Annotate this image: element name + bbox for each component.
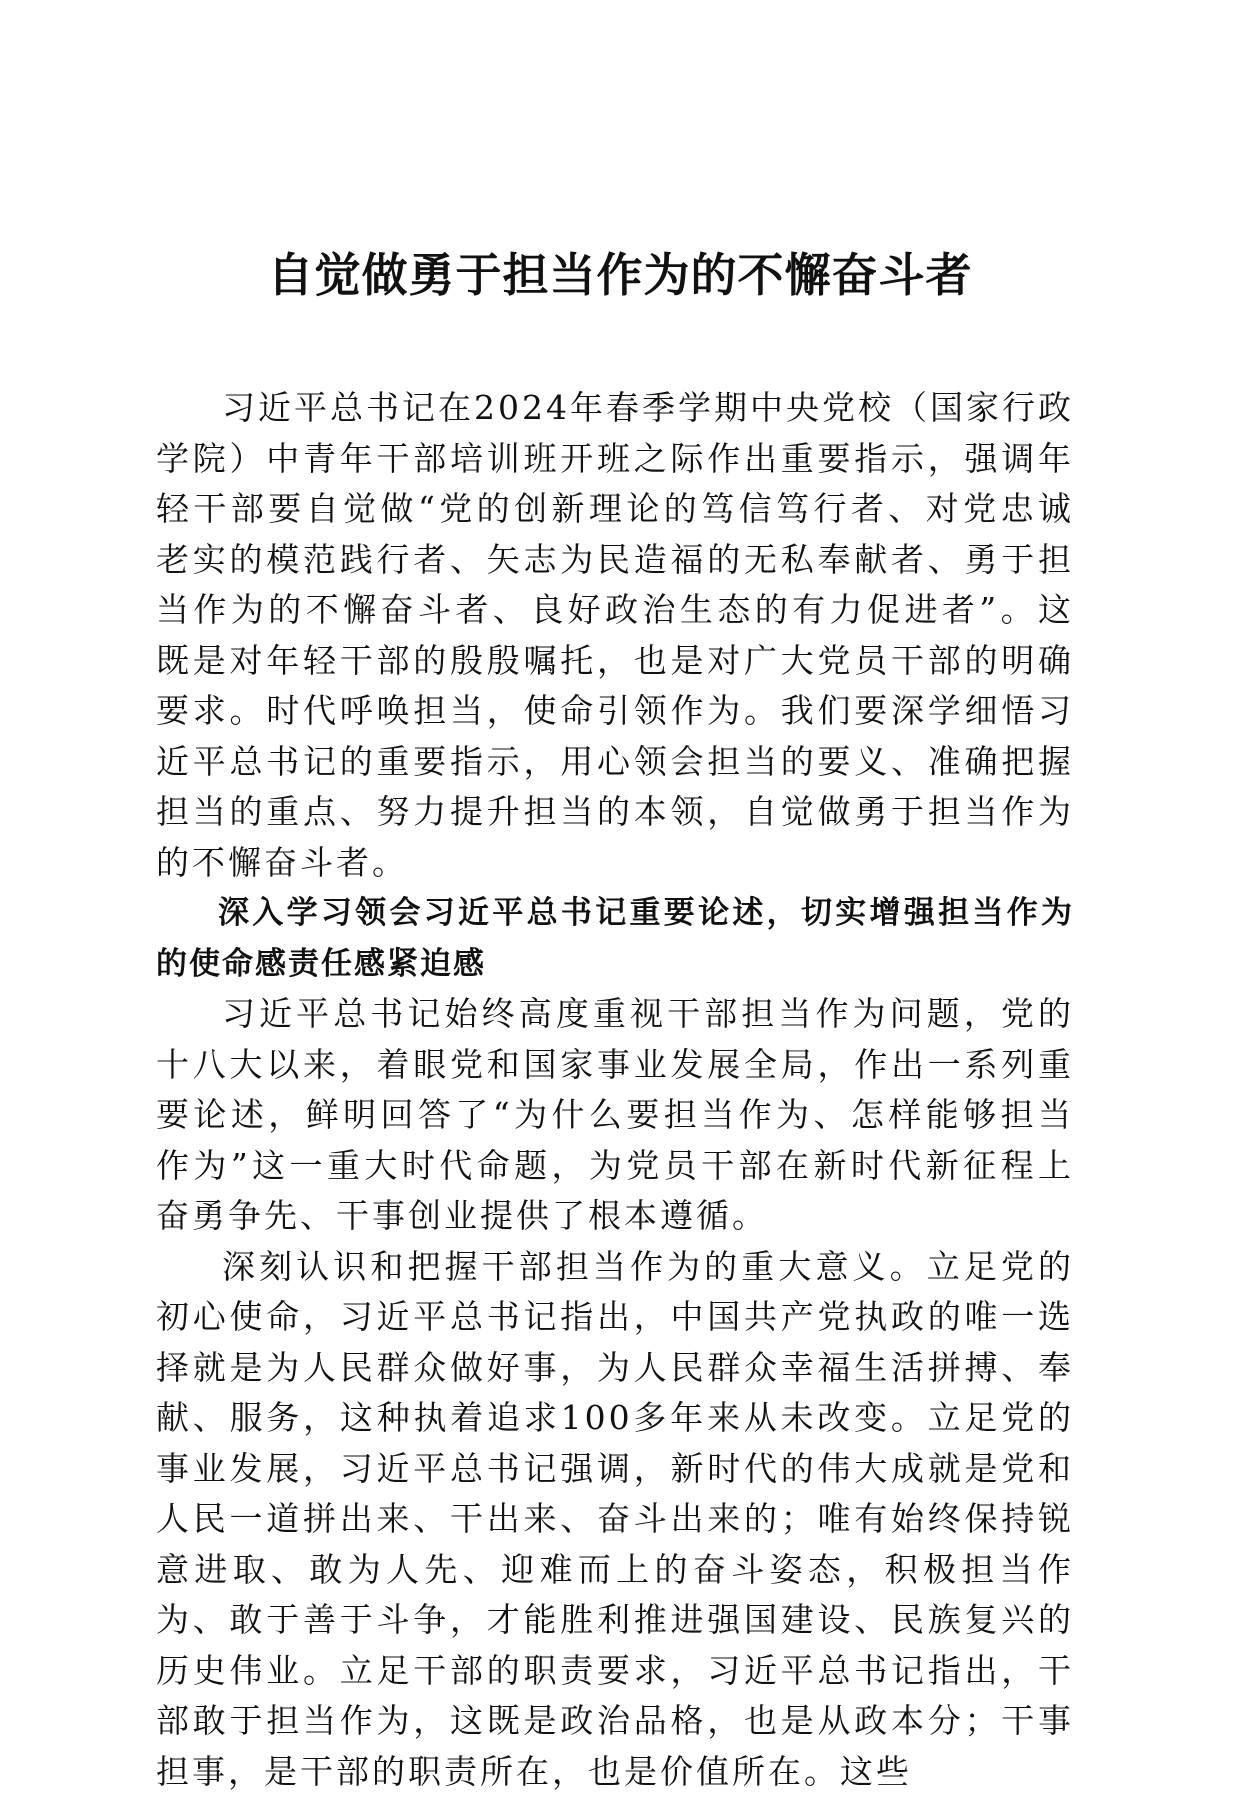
section-heading: 深入学习领会习近平总书记重要论述，切实增强担当作为的使命感责任感紧迫感 (156, 888, 1074, 989)
body-paragraph: 深刻认识和把握干部担当作为的重大意义。立足党的初心使命，习近平总书记指出，中国共产党执政的唯一选择就是为人民群众做好事，为人民群众幸福生活拼搏、奉献、服务，这种执着追求100多年来从未改变。立足党的事业发展，习近平总书记强调，新时代的伟大成就是党和人民一道拼出来、干出来、奋斗出来的；唯有始终保持锐意进取、敢为人先、迎难而上的奋斗姿态，积极担当作为、敢于善于斗争，才能胜利推进强国建设、民族复兴的历史伟业。立足干部的职责要求，习近平总书记指出，干部敢于担当作为，这既是政治品格，也是从政本分；干事担事，是干部的职责所在，也是价值所在。这些 (156, 1242, 1074, 1797)
body-paragraph: 习近平总书记始终高度重视干部担当作为问题，党的十八大以来，着眼党和国家事业发展全局，作出一系列重要论述，鲜明回答了“为什么要担当作为、怎样能够担当作为”这一重大时代命题，为党员干部在新时代新征程上奋勇争先、干事创业提供了根本遵循。 (156, 989, 1074, 1242)
document-body (156, 383, 1074, 1797)
document-title: 自觉做勇于担当作为的不懈奋斗者 (0, 252, 1240, 298)
intro-paragraph: 习近平总书记在2024年春季学期中央党校（国家行政学院）中青年干部培训班开班之际作出重要指示，强调年轻干部要自觉做“党的创新理论的笃信笃行者、对党忠诚老实的模范践行者、矢志为民造福的无私奉献者、勇于担当作为的不懈奋斗者、良好政治生态的有力促进者”。这既是对年轻干部的殷殷嘱托，也是对广大党员干部的明确要求。时代呼唤担当，使命引领作为。我们要深学细悟习近平总书记的重要指示，用心领会担当的要义、准确把握担当的重点、努力提升担当的本领，自觉做勇于担当作为的不懈奋斗者。 (156, 383, 1074, 888)
